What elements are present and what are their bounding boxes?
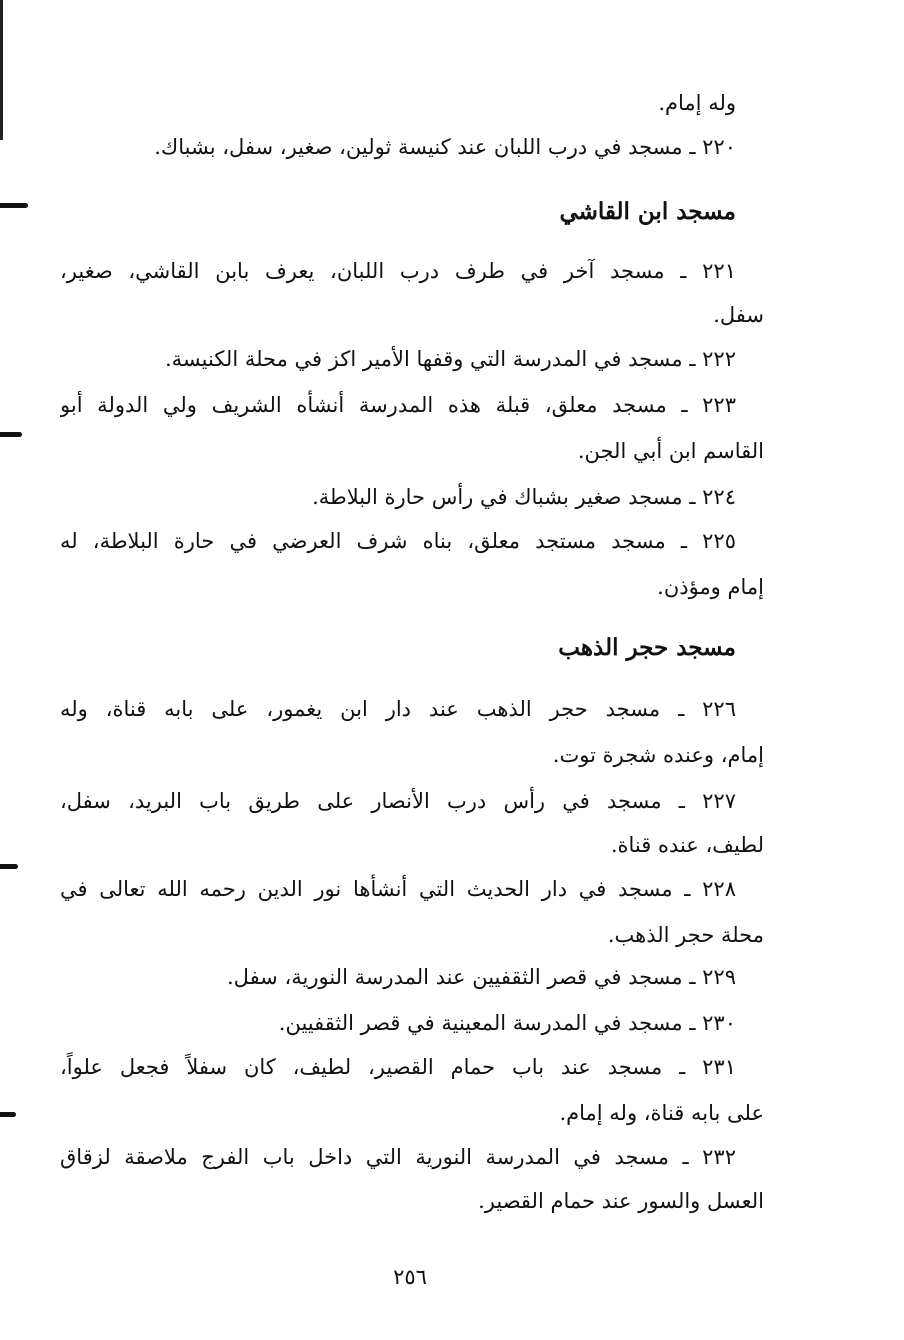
margin-mark [0,432,22,437]
entry-229: ٢٢٩ ـ مسجد في قصر الثقفيين عند المدرسة النورية، سفل. [226,965,736,989]
section-heading: مسجد حجر الذهب [558,634,736,661]
text-line: محلة حجر الذهب. [607,923,764,947]
text-line: على بابه قناة، وله إمام. [559,1101,764,1125]
entry-230: ٢٣٠ ـ مسجد في المدرسة المعينية في قصر الثقفيين. [278,1011,736,1035]
text-line: إمام ومؤذن. [657,575,764,599]
text-line: وله إمام. [658,91,736,115]
entry-222: ٢٢٢ ـ مسجد في المدرسة التي وقفها الأمير اكز في محلة الكنيسة. [164,347,736,371]
text-line: إمام، وعنده شجرة توت. [552,743,764,767]
margin-mark [0,203,28,208]
margin-mark [0,864,18,869]
entry-226: ٢٢٦ ـ مسجد حجر الذهب عند دار ابن يغمور، على بابه قناة، وله [60,697,736,721]
entry-221: ٢٢١ ـ مسجد آخر في طرف درب اللبان، يعرف بابن القاشي، صغير، [60,259,736,283]
text-line: سفل. [713,303,764,327]
entry-220: ٢٢٠ ـ مسجد في درب اللبان عند كنيسة ثولين، صغير، سفل، بشباك. [154,135,736,159]
text-line: العسل والسور عند حمام القصير. [478,1189,764,1213]
entry-227: ٢٢٧ ـ مسجد في رأس درب الأنصار على طريق باب البريد، سفل، [60,789,736,813]
entry-231: ٢٣١ ـ مسجد عند باب حمام القصير، لطيف، كان سفلاً فجعل علواً، [60,1055,736,1079]
entry-225: ٢٢٥ ـ مسجد مستجد معلق، بناه شرف العرضي في حارة البلاطة، له [60,529,736,553]
page-number: ٢٥٦ [393,1265,427,1289]
entry-228: ٢٢٨ ـ مسجد في دار الحديث التي أنشأها نور الدين رحمه الله تعالى في [60,877,736,901]
entry-223: ٢٢٣ ـ مسجد معلق، قبلة هذه المدرسة أنشأه الشريف ولي الدولة أبو [60,393,736,417]
entry-224: ٢٢٤ ـ مسجد صغير بشباك في رأس حارة البلاطة. [312,485,736,509]
section-heading: مسجد ابن القاشي [559,198,736,225]
margin-mark [0,1112,16,1117]
text-line: القاسم ابن أبي الجن. [577,439,764,463]
margin-rule [0,0,3,140]
text-line: لطيف، عنده قناة. [610,833,764,857]
entry-232: ٢٣٢ ـ مسجد في المدرسة النورية التي داخل باب الفرج ملاصقة لزقاق [60,1145,736,1169]
